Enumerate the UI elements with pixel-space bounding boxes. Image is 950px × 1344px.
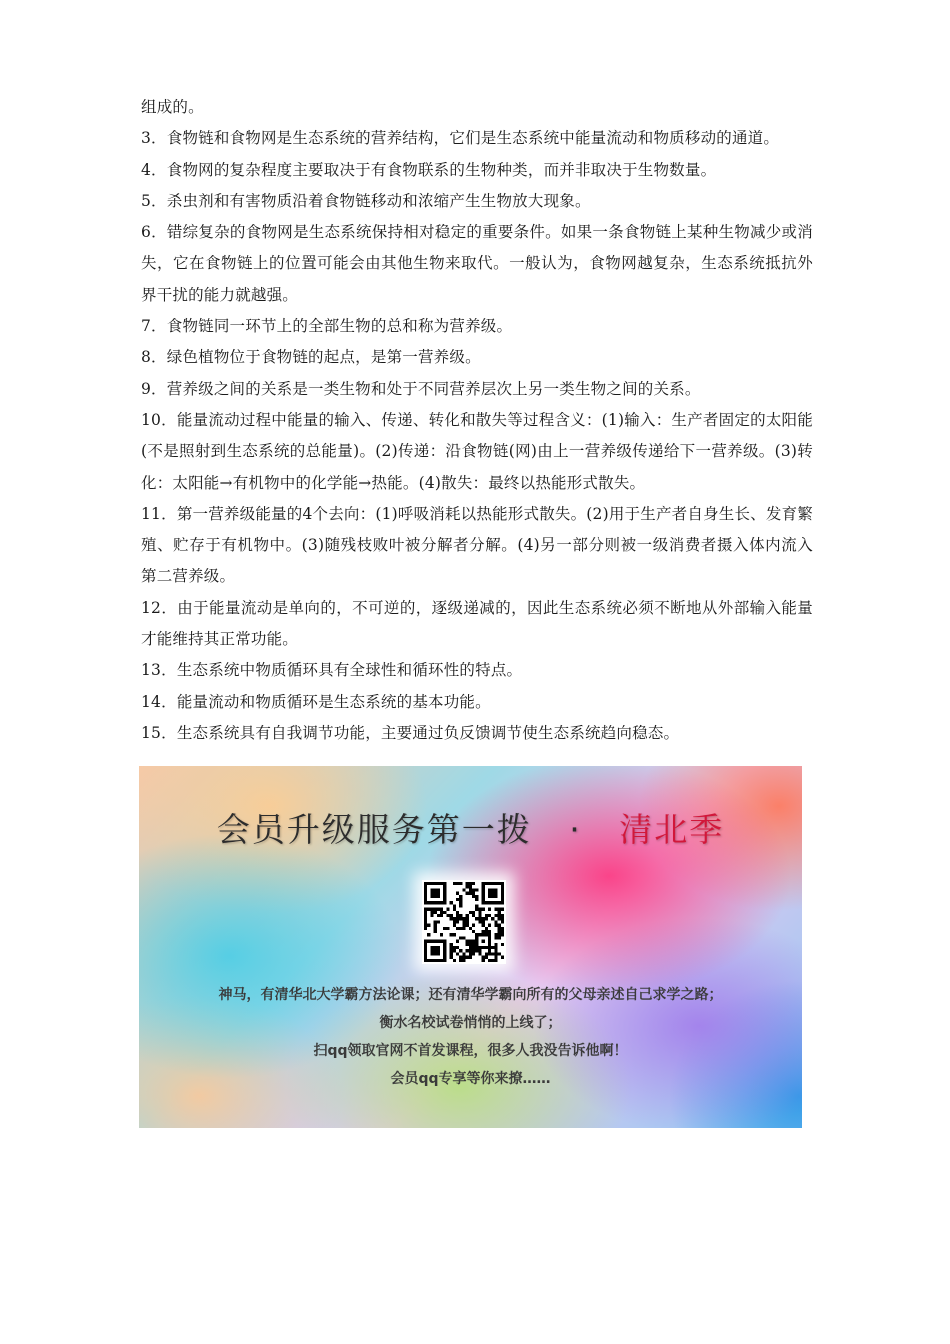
paragraph: 5．杀虫剂和有害物质沿着食物链移动和浓缩产生生物放大现象。 — [141, 191, 591, 210]
banner-line: 神马，有清华北大学霸方法论课；还有清华学霸向所有的父母亲述自己求学之路； — [218, 987, 723, 1003]
banner-title-dot: · — [569, 810, 582, 849]
paragraph: 13．生态系统中物质循环具有全球性和循环性的特点。 — [141, 661, 523, 680]
banner-line: 会员qq专享等你来撩…… — [390, 1071, 551, 1087]
paragraph: 11．第一营养级能量的4个去向：(1)呼吸消耗以热能形式散失。(2)用于生产者自身生长、发育繁殖、贮存于有机物中。(3)随残枝败叶被分解者分解。(4)另一部分则被一级消费者摄入体内流入第二营养级。 — [141, 504, 813, 586]
banner-title-brand: 清北季 — [619, 810, 725, 849]
paragraph: 6．错综复杂的食物网是生态系统保持相对稳定的重要条件。如果一条食物链上某种生物减少或消失，它在食物链上的位置可能会由其他生物来取代。一般认为，食物网越复杂，生态系统抵抗外界干扰的能力就越强。 — [141, 223, 813, 304]
qr-code-icon[interactable] — [422, 880, 506, 964]
notes-text — [141, 92, 813, 749]
banner-line: 衡水名校试卷悄悄的上线了； — [379, 1015, 562, 1031]
paragraph: 8．绿色植物位于食物链的起点，是第一营养级。 — [141, 348, 481, 367]
banner-text — [139, 981, 802, 1093]
paragraph: 组成的。 — [141, 98, 204, 116]
paragraph: 7．食物链同一环节上的全部生物的总和称为营养级。 — [141, 317, 513, 336]
banner-line: 扫qq领取官网不首发课程，很多人我没告诉他啊！ — [313, 1043, 628, 1059]
paragraph: 4．食物网的复杂程度主要取决于有食物联系的生物种类，而并非取决于生物数量。 — [141, 160, 717, 179]
paragraph: 3．食物链和食物网是生态系统的营养结构，它们是生态系统中能量流动和物质移动的通道。 — [141, 129, 780, 148]
promo-banner[interactable] — [139, 766, 802, 1128]
paragraph: 12．由于能量流动是单向的，不可逆的，逐级递减的，因此生态系统必须不断地从外部输入能量才能维持其正常功能。 — [141, 598, 813, 649]
banner-title-main: 会员升级服务第一拨 — [216, 810, 532, 849]
paragraph: 14．能量流动和物质循环是生态系统的基本功能。 — [141, 692, 491, 711]
banner-title — [139, 804, 802, 851]
paragraph: 9．营养级之间的关系是一类生物和处于不同营养层次上另一类生物之间的关系。 — [141, 379, 701, 398]
paragraph: 10．能量流动过程中能量的输入、传递、转化和散失等过程含义：(1)输入：生产者固定的太阳能(不是照射到生态系统的总能量)。(2)传递：沿食物链(网)由上一营养级传递给下一营养级。(3)转化：太阳能→有机物中的化学能→热能。(4)散失：最终以热能形式散失。 — [141, 410, 813, 492]
paragraph: 15．生态系统具有自我调节功能，主要通过负反馈调节使生态系统趋向稳态。 — [141, 723, 680, 742]
qr-code-graphic — [424, 882, 504, 962]
